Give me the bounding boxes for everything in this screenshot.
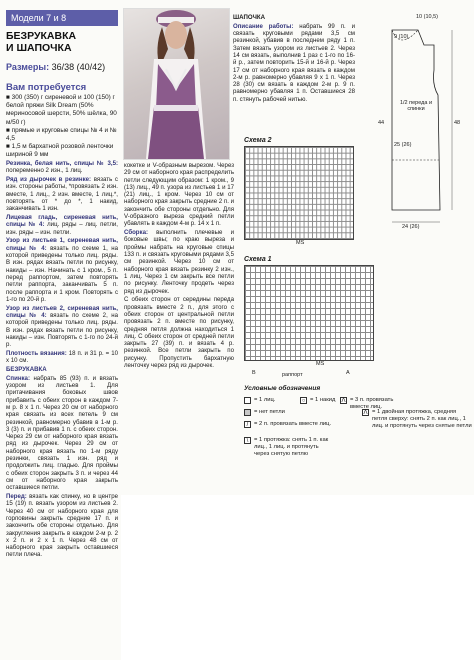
instructions-column-3: [233, 14, 355, 134]
paragraph: Описание работы: набрать 99 п. и связать круговыми рядами 3,5 см резинкой, убавив в последнем ряду 1 п. Затем вязать узором из листьев 2. Через 14 см вязать, выполнив 1 раз с 1-го по 16-й р., затем повторить 15-й и 16-й р. Через 17 см от наборного края вязать в каждом 2-м р. равномерно убавляя 9 x 1 п. Через 28 (30) см вязать в каждом 2-м р. 9 п. равномерно убавляя 1 п. Оставшиеся 28 п. стянуть рабочей нитью.: [233, 22, 355, 103]
section-heading: БЕЗРУКАВКА: [6, 366, 47, 374]
scheme-1-label: Схема 1: [244, 256, 272, 263]
legend-item: = 3 п. провязать вместе лиц.: [350, 397, 394, 410]
measure-label: 24 (26): [402, 224, 420, 230]
measure-label: 10 (10,5): [416, 14, 439, 20]
instructions-column-1: [6, 160, 118, 658]
materials-list: [6, 94, 118, 160]
legend-item: = 2 п. провязать вместе лиц.: [254, 421, 332, 427]
ms-marker: MS: [296, 240, 305, 246]
measure-label: 25 (26): [394, 142, 412, 148]
blank-area: [121, 495, 474, 660]
paragraph: Узор из листьев 1, сиреневая нить, спицы № 4: вязать по схеме 1, на которой приведены только лиц. ряды. В изн. рядах вязать петли по рисунку, накиды – изн. Начинать с 1 кром., 5 п. перед раппортом, затем повторять петли раппорта, заканчивать 5 п. после раппорта и 1 кром. Повторять с 1-го по 20-й р.: [6, 237, 118, 303]
measure-label: 44: [378, 120, 385, 126]
material-item: ■ прямые и круговые спицы № 4 и № 4,5: [6, 126, 117, 143]
rapport-label: раппорт: [282, 372, 303, 378]
legend-item: = 1 двойная протяжка, средняя петля сверху: снять 2 п. как лиц., 1 лиц. и протянуть через снятые петли: [372, 409, 472, 429]
material-item: ■ 1,5 м бархатной розовой ленточки шириной 9 мм: [6, 143, 114, 159]
title-line-2: И ШАПОЧКА: [6, 42, 72, 54]
material-item: ■ 300 (350) г сиреневой и 100 (150) г белой пряжи Silk Dream (50% мериносовой шерсти, 50% шёлка, 90 м/50 г): [6, 94, 117, 126]
double-decrease-symbol: Λ: [363, 410, 368, 416]
paragraph: Плотность вязания: 18 п. и 31 р. = 10 x 10 см.: [6, 349, 118, 365]
paragraph: кокетке и V-образным вырезом. Через 29 см от наборного края распределить петли следующим образом: 1 кром., 9 (13) лиц., 49 п. узора из листьев 1 и 17 (21) лиц., 1 кром. Через 10 см от наборного края закрыть средние 2 п. и закончить обе стороны отдельно. Для V-образного выреза средний петли убавлять в каждом 4-м р. 14 x 1 п.: [124, 162, 234, 228]
sizes-value: 36/38 (40/42): [51, 62, 106, 72]
mark-b: B: [252, 370, 256, 376]
ms-marker: MS: [316, 361, 325, 367]
paragraph: Узор из листьев 2, сиреневая нить, спицы № 4: вязать по схеме 2, на которой приведены только лиц. ряды. В изн. рядах вязать петли по рисунку, накиды – изн. Повторять с 1-го по 24-й р.: [6, 304, 118, 349]
garment-pattern: [372, 10, 472, 240]
paragraph: Лицевая гладь, сиреневая нить, спицы № 4: лиц. ряды – лиц. петли, изн. ряды – изн. петли.: [6, 214, 118, 236]
legend-item: = 1 протяжка: снять 1 п. как лиц., 1 лиц. и протянуть через снятую петлю: [254, 437, 329, 457]
mark-a: A: [346, 370, 350, 376]
k3tog-symbol: Λ: [341, 398, 346, 404]
title-line-1: БЕЗРУКАВКА: [6, 30, 77, 42]
paragraph: Сборка: выполнить плечевые и боковые швы; по краю выреза и проймы набрать на круговые спицы 133 п. и связать круговыми рядами 3,5 см резинкой. Через 10 см от наборного края вязать резинку 2 изн., 1 лиц. Через 1 см закрыть все петли по рисунку. Ленточку продеть через ряд из дырочек.: [124, 229, 234, 295]
measure-label: 48: [454, 120, 461, 126]
skpo-symbol: \: [244, 437, 251, 444]
paragraph: Резинка, белая нить, спицы № 3,5: попеременно 2 изн., 1 лиц.: [6, 160, 118, 175]
scheme-2-label: Схема 2: [244, 137, 272, 144]
measure-label: 9 (10): [394, 34, 409, 40]
page-title: [6, 30, 118, 54]
no-stitch-symbol: [244, 409, 251, 416]
paragraph: С обеих сторон от середины переда провязать вместе 2 п., для этого с обеих сторон от центральной петли провязать 2 п. вместе по рисунку, средняя петля должна находиться 1 лиц. С обеих сторон от средней петли закрыть 27 (39) п. и вязать 4 р. резинкой. Все петли закрыть по рисунку. Пропустить бархатную ленточку через ряд из дырочек.: [124, 296, 234, 370]
knit-symbol: [244, 397, 251, 404]
section-heading: ШАПОЧКА: [233, 14, 265, 21]
paragraph: Спинка: набрать 85 (93) п. и вязать узором из листьев 1. Для притачивания боковых швов прибавить с обеих сторон в каждом 7-м р. 8 x 1 п. Через 20 см от наборного края связать из всех петель 9 см резинкой, равномерно убавив в 1-м р. 3 (3) п. и прибавив 1 п. с обеих сторон. Через 29 см от наборного края вязать ряд из дырочек. Через 29 см от наборного края вязать по 1-м ряду резинки, связать 1 изн. ряд и продолжить лиц. гладью. Для проймы с обеих сторон закрыть 3 п. и через 44 см от наборного края закрыть оставшиеся петли.: [6, 374, 118, 492]
legend-heading: Условные обозначения: [244, 385, 321, 392]
scheme-1-chart: [244, 265, 374, 361]
model-banner: Модели 7 и 8: [6, 10, 118, 26]
sizes: [6, 62, 118, 73]
yarn-over-symbol: ○: [301, 398, 306, 404]
legend-item: = 1 накид: [310, 397, 336, 403]
scheme-2-chart: [244, 146, 354, 240]
pattern-label: 1/2 переда и спинки: [399, 100, 433, 112]
materials-heading: Вам потребуется: [6, 82, 87, 93]
model-photo: [123, 8, 230, 160]
paragraph: Ряд из дырочек в резинке: вязать с изн. стороны работы, *провязать 2 изн. вместе, 1 лиц., 2 изн. вместе, 1 лиц.*, повторять от * до *, 1 накид, заканчивать 1 изн.: [6, 176, 118, 213]
k2tog-symbol: /: [244, 421, 251, 428]
legend-item: = нет петли: [254, 409, 285, 415]
instructions-column-2: [124, 162, 234, 492]
sizes-label: Размеры:: [6, 62, 50, 72]
legend-item: = 1 лиц.: [254, 397, 276, 403]
paragraph: Перед: вязать как спинку, но в центре 15 (19) п. вязать узором из листьев 2. Через 40 см от наборного края для горловины закрыть средние 17 п. и закончить обе стороны отдельно. Для закругления закрыть в каждом 2-м р. 2 x 2 п. и 2 x 1 п. Через 48 см от наборного края закрыть оставшиеся петли плеча.: [6, 493, 118, 559]
